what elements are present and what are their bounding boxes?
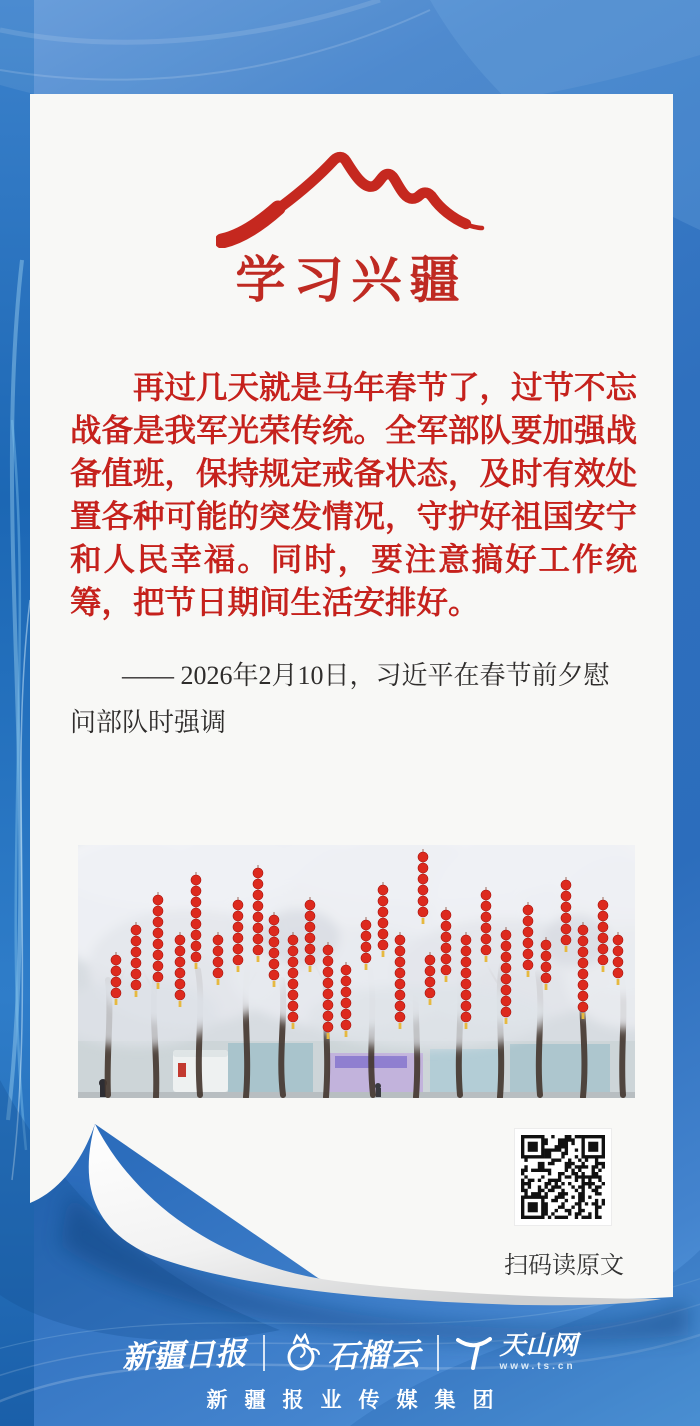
red-mountain-brush-icon — [216, 148, 486, 248]
pomegranate-icon — [282, 1333, 320, 1373]
quote-attribution: —— 2026年2月10日，习近平在春节前夕慰问部队时强调 — [70, 661, 610, 737]
footer-brands-row — [0, 1330, 700, 1375]
brand-divider — [263, 1335, 265, 1371]
brand-xinjiang-daily — [122, 1330, 246, 1375]
brand-tianshannet — [456, 1333, 577, 1372]
ts-mark-icon — [456, 1335, 492, 1371]
brand-shiliuyun — [282, 1330, 420, 1375]
footer-group-name: 新疆报业传媒集团 — [206, 1389, 511, 1412]
masthead-title: 学习兴疆 — [235, 252, 468, 308]
tianshannet-url: www.ts.cn — [499, 1361, 576, 1372]
tianshannet-logo-text: 天山网 — [499, 1331, 578, 1360]
qr-code — [514, 1128, 612, 1226]
qr-caption: 扫码读原文 — [504, 1252, 624, 1279]
lantern-trees-photo — [78, 845, 635, 1098]
xinjiang-daily-logo-text: 新疆日报 — [122, 1335, 248, 1376]
brand-divider — [437, 1335, 439, 1371]
shiliuyun-logo-text: 石榴云 — [327, 1336, 422, 1375]
quote-body: 再过几天就是马年春节了，过节不忘战备是我军光荣传统。全军部队要加强战备值班，保持规定戒备状态，及时有效处置各种可能的突发情况，守护好祖国安宁和人民幸福。同时，要注意搞好工作统筹，把节日期间生活安排好。 — [70, 369, 638, 620]
